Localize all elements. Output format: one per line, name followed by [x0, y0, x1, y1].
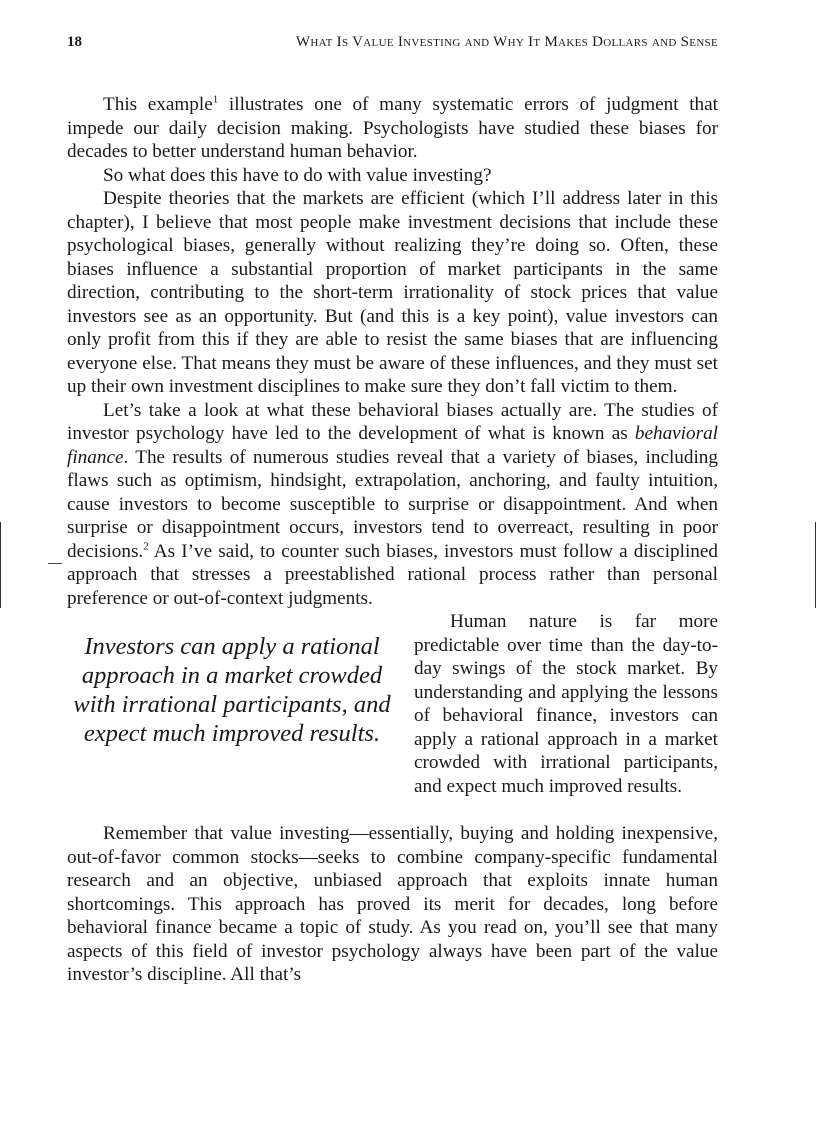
page-number: 18	[67, 34, 82, 50]
scan-margin-line-left	[0, 522, 1, 608]
paragraph: Remember that value investing—essentially, buying and holding inexpensive, out-of-favor common stocks—seeks to combine company-specific fundamental research and an objective, unbiased approach that exploits innate human shortcomings. This approach has proved its merit for decades, long before behavioral finance became a topic of study. As you read on, you’ll see that many aspects of this field of investor psychology always have been part of the value investor’s discipline. All that’s	[67, 823, 718, 985]
paragraph: Human nature is far more predictable over time than the day-to-day swings of the stock market. By understanding and applying the lessons of behavioral finance, investors can apply a rational approach in a market crowded with irrational participants, and expect much improved results.	[414, 611, 718, 797]
pull-quote: Investors can apply a rational approach in a market crowded with irrational participants, and expect much improved results.	[73, 633, 391, 747]
footnote-ref: 1	[212, 93, 219, 106]
scan-mark	[48, 563, 62, 564]
paragraph: This example$^1$ illustrates one of many systematic errors of judgment that impede our daily decision making. Psychologists have studied these biases for decades to better understand human behavior.	[67, 93, 718, 162]
paragraph: Let’s take a look at what these behavioral biases actually are. The studies of investor psychology have led to the development of what is known as behavioral finance. The results of numerous studies reveal that a variety of biases, including flaws such as optimism, hindsight, extrapolation, anchoring, and faulty intuition, cause investors to become susceptible to surprise or disappointment. And when surprise or disappointment occurs, investors tend to overreact, resulting in poor decisions.$^2$ As I’ve said, to counter such biases, investors must follow a disciplined approach that stresses a preestablished rational process rather than personal preference or out-of-context judgments.	[67, 399, 718, 609]
italic-term: behavioral finance	[67, 423, 718, 468]
side-column	[414, 610, 718, 798]
page-header	[67, 34, 718, 56]
pullquote-section	[67, 610, 718, 822]
paragraph: So what does this have to do with value investing?	[103, 164, 492, 186]
body-text	[67, 93, 718, 987]
footnote-ref: 2	[143, 540, 149, 553]
paragraph: Despite theories that the markets are efficient (which I’ll address later in this chapter), I believe that most people make investment decisions that include these psychological biases, generally without realizing they’re doing so. Often, these biases influence a substantial proportion of market participants in the same direction, contributing to the short-term irrationality of stock prices that value investors see as an opportunity. But (and this is a key point), value investors can only profit from this if they are able to resist the same biases that are influencing everyone else. That means they must be aware of these influences, and they must set up their own investment disciplines to make sure they don’t fall victim to them.	[67, 188, 718, 397]
running-head: What Is Value Investing and Why It Makes Dollars and Sense	[295, 34, 718, 50]
